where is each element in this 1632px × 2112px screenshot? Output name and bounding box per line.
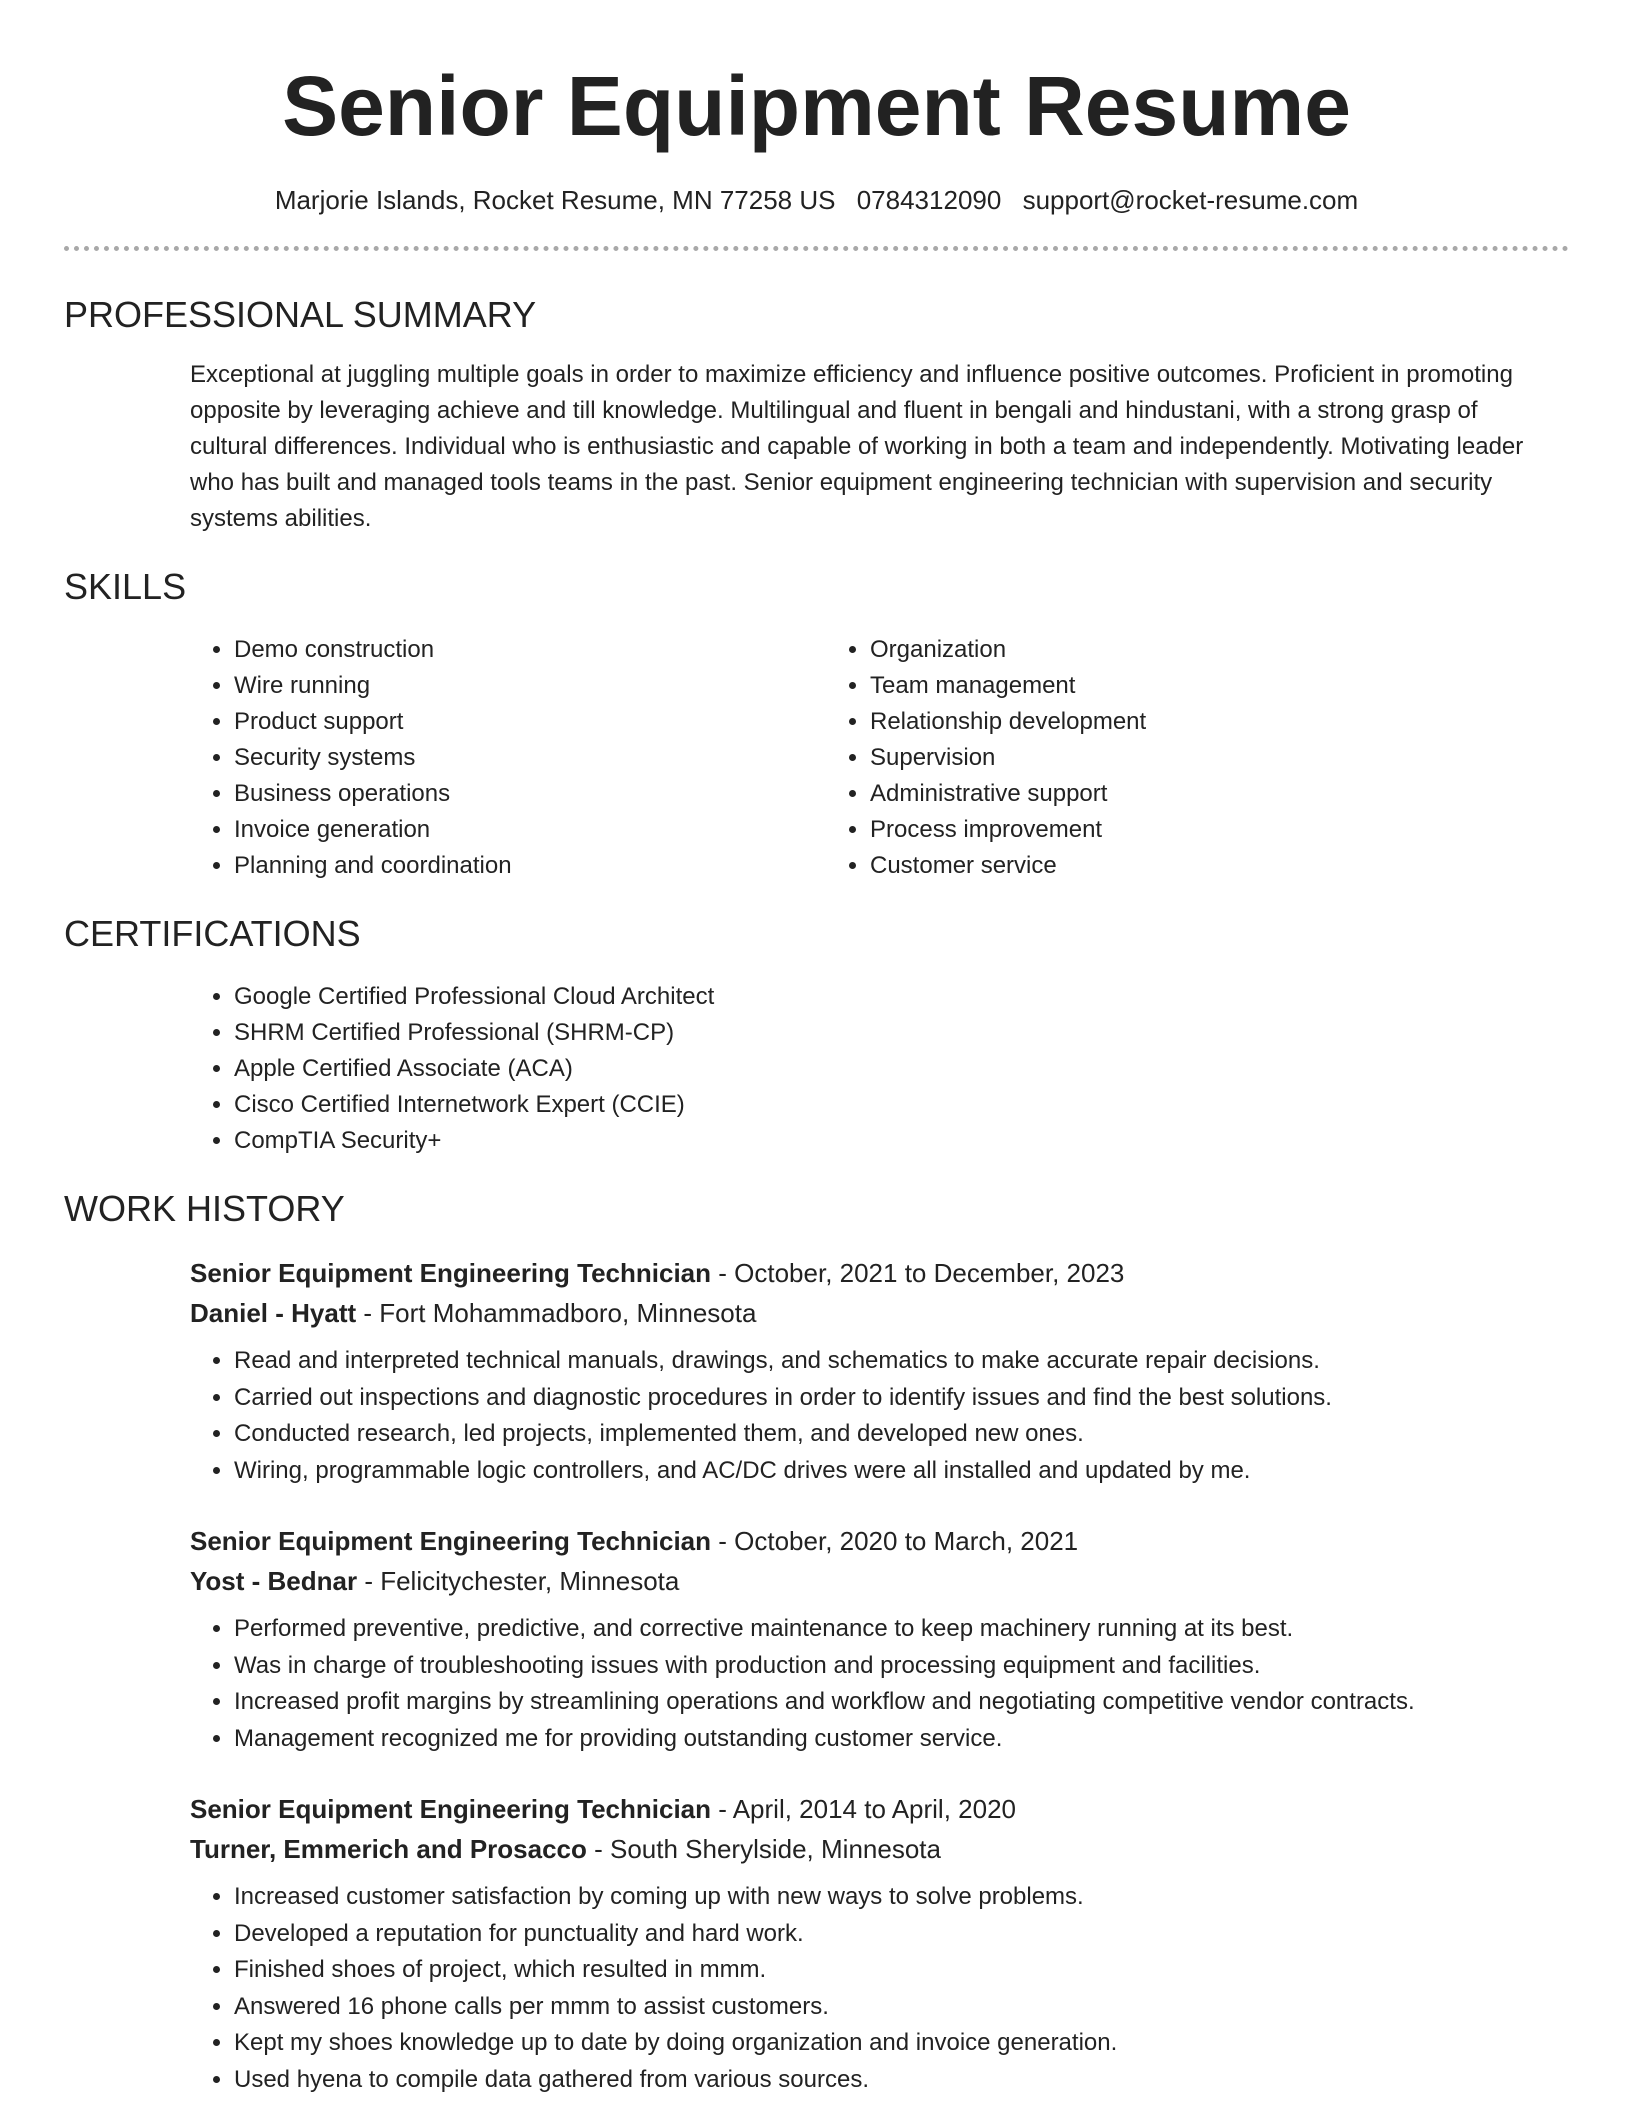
job-entry	[190, 1521, 1569, 1757]
job-bullet: • Developed a reputation for punctuality and hard work.	[234, 1916, 1569, 1953]
header-divider	[64, 246, 1569, 251]
job-bullet: • Answered 16 phone calls per mmm to assist customers.	[234, 1989, 1569, 2026]
job-title-line	[190, 1253, 1569, 1293]
job-company: Yost - Bednar	[190, 1566, 358, 1596]
skills-heading: SKILLS	[64, 566, 187, 607]
skill-item: • Supervision	[870, 740, 1146, 776]
job-bullet-list	[190, 1879, 1569, 2098]
job-entry	[190, 1789, 1569, 2098]
job-company: Daniel - Hyatt	[190, 1298, 357, 1328]
job-dates: - October, 2021 to December, 2023	[711, 1258, 1125, 1288]
summary-text: Exceptional at juggling multiple goals in order to maximize efficiency and influence positive outcomes. Proficient in promoting opposite by leveraging achieve and till knowledge. Multilingual and fluent in bengali and hindustani, with a strong grasp of cultural differences. Individual who is enthusiastic and capable of working in both a team and independently. Motivating leader who has built and managed tools teams in the past. Senior equipment engineering technician with supervision and security systems abilities.	[190, 361, 1524, 532]
job-company: Turner, Emmerich and Prosacco	[190, 1834, 587, 1864]
job-bullet: • Management recognized me for providing outstanding customer service.	[234, 1721, 1569, 1758]
job-bullet: • Increased profit margins by streamlining operations and workflow and negotiating competitive vendor contracts.	[234, 1684, 1569, 1721]
summary-heading: PROFESSIONAL SUMMARY	[64, 294, 537, 335]
certification-item: • Apple Certified Associate (ACA)	[234, 1051, 1569, 1087]
job-bullet: • Performed preventive, predictive, and corrective maintenance to keep machinery running at its best.	[234, 1611, 1569, 1648]
certification-item: • Google Certified Professional Cloud Architect	[234, 979, 1569, 1015]
skills-column-right	[826, 632, 1146, 884]
contact-phone: 0784312090	[856, 185, 1002, 215]
job-location: - Fort Mohammadboro, Minnesota	[356, 1298, 757, 1328]
job-entry	[190, 1253, 1569, 1489]
job-bullet: • Wiring, programmable logic controllers, and AC/DC drives were all installed and updated by me.	[234, 1453, 1569, 1490]
job-bullet: • Kept my shoes knowledge up to date by doing organization and invoice generation.	[234, 2025, 1569, 2062]
skill-item: • Wire running	[234, 668, 826, 704]
job-title: Senior Equipment Engineering Technician	[190, 1794, 712, 1824]
job-title: Senior Equipment Engineering Technician	[190, 1526, 712, 1556]
skill-item: • Customer service	[870, 848, 1146, 884]
job-company-line	[190, 1829, 1569, 1869]
certification-item: • CompTIA Security+	[234, 1123, 1569, 1159]
job-location: - South Sherylside, Minnesota	[586, 1834, 941, 1864]
certifications-heading: CERTIFICATIONS	[64, 913, 361, 954]
skill-item: • Team management	[870, 668, 1146, 704]
job-bullet: • Used hyena to compile data gathered from various sources.	[234, 2062, 1569, 2099]
skill-item: • Product support	[234, 704, 826, 740]
job-company-line	[190, 1293, 1569, 1333]
job-title-line	[190, 1521, 1569, 1561]
job-location: - Felicitychester, Minnesota	[357, 1566, 680, 1596]
job-bullet-list	[190, 1343, 1569, 1489]
job-bullet: • Finished shoes of project, which resulted in mmm.	[234, 1952, 1569, 1989]
skill-item: • Organization	[870, 632, 1146, 668]
skill-item: • Invoice generation	[234, 812, 826, 848]
work-history-heading: WORK HISTORY	[64, 1188, 345, 1229]
certification-item: • SHRM Certified Professional (SHRM-CP)	[234, 1015, 1569, 1051]
skill-item: • Administrative support	[870, 776, 1146, 812]
certification-item: • Cisco Certified Internetwork Expert (CCIE)	[234, 1087, 1569, 1123]
job-dates: - April, 2014 to April, 2020	[711, 1794, 1016, 1824]
job-bullet: • Carried out inspections and diagnostic procedures in order to identify issues and find the best solutions.	[234, 1380, 1569, 1417]
job-bullet-list	[190, 1611, 1569, 1757]
job-dates: - October, 2020 to March, 2021	[711, 1526, 1079, 1556]
job-bullet: • Conducted research, led projects, implemented them, and developed new ones.	[234, 1416, 1569, 1453]
contact-email: support@rocket-resume.com	[1022, 185, 1359, 215]
skill-item: • Business operations	[234, 776, 826, 812]
contact-line	[64, 182, 1569, 218]
skills-column-left	[190, 632, 826, 884]
resume-title: Senior Equipment Resume	[282, 59, 1351, 153]
skill-item: • Relationship development	[870, 704, 1146, 740]
contact-address: Marjorie Islands, Rocket Resume, MN 77258 US	[274, 185, 836, 215]
skill-item: • Process improvement	[870, 812, 1146, 848]
skills-list	[190, 632, 1569, 884]
skill-item: • Security systems	[234, 740, 826, 776]
certifications-list	[190, 979, 1569, 1159]
skill-item: • Planning and coordination	[234, 848, 826, 884]
job-bullet: • Read and interpreted technical manuals, drawings, and schematics to make accurate repair decisions.	[234, 1343, 1569, 1380]
job-title: Senior Equipment Engineering Technician	[190, 1258, 712, 1288]
job-title-line	[190, 1789, 1569, 1829]
job-bullet: • Increased customer satisfaction by coming up with new ways to solve problems.	[234, 1879, 1569, 1916]
job-company-line	[190, 1561, 1569, 1601]
job-bullet: • Was in charge of troubleshooting issues with production and processing equipment and facilities.	[234, 1648, 1569, 1685]
skill-item: • Demo construction	[234, 632, 826, 668]
